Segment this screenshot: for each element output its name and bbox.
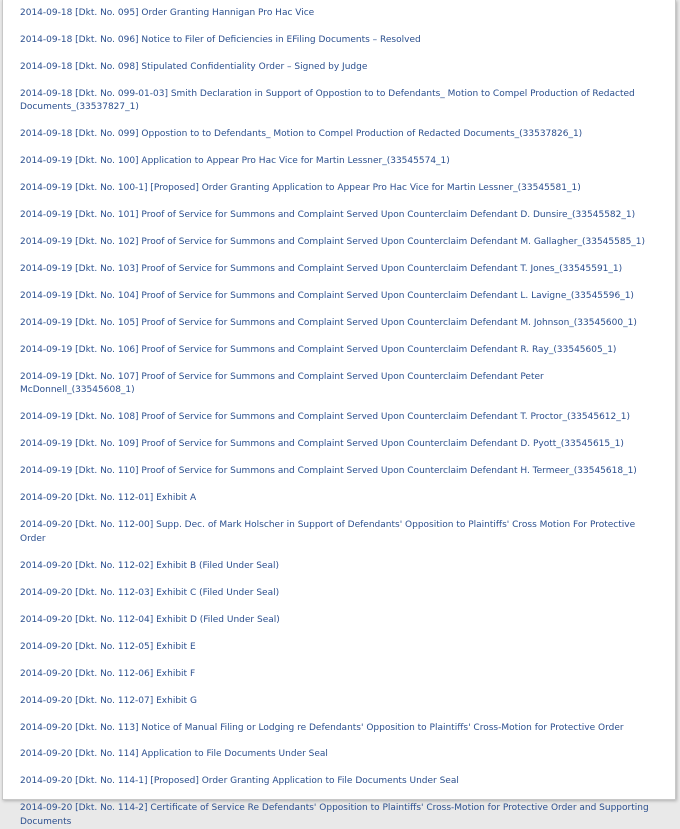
docket-entry-link[interactable]: 2014-09-20 [Dkt. No. 112-04] Exhibit D (Filed Under Seal) xyxy=(20,614,280,625)
docket-entry-link[interactable]: 2014-09-19 [Dkt. No. 102] Proof of Service for Summons and Complaint Served Upon Counterclaim Defendant M. Gallagher_(33545585_1) xyxy=(20,237,646,248)
docket-entry xyxy=(20,7,675,20)
docket-entry-link[interactable]: 2014-09-19 [Dkt. No. 110] Proof of Service for Summons and Complaint Served Upon Counterclaim Defendant H. Termeer_(33545618_1) xyxy=(20,466,637,477)
docket-entry-link[interactable]: 2014-09-20 [Dkt. No. 114-1] [Proposed] Order Granting Application to File Documents Under Seal xyxy=(20,776,459,787)
docket-entry xyxy=(20,128,675,141)
docket-entry xyxy=(20,438,675,451)
docket-entry xyxy=(20,317,675,330)
docket-entry xyxy=(20,695,675,708)
docket-entry-link[interactable]: 2014-09-19 [Dkt. No. 101] Proof of Service for Summons and Complaint Served Upon Counterclaim Defendant D. Dunsire_(33545582_1) xyxy=(20,210,636,221)
docket-entry xyxy=(20,668,675,681)
docket-entry-link[interactable]: 2014-09-20 [Dkt. No. 114-2] Certificate of Service Re Defendants' Opposition to Plaintiffs' Cross-Motion for Protective Order and Supporting Documents xyxy=(20,803,649,827)
docket-entry xyxy=(20,587,675,600)
docket-entry-link[interactable]: 2014-09-19 [Dkt. No. 108] Proof of Service for Summons and Complaint Served Upon Counterclaim Defendant T. Proctor_(33545612_1) xyxy=(20,412,631,423)
docket-entry xyxy=(20,88,675,115)
docket-entry-link[interactable]: 2014-09-18 [Dkt. No. 099-01-03] Smith Declaration in Support of Oppostion to to Defendants_ Motion to Compel Production of Redacted Documents_(33537827_1) xyxy=(20,88,635,113)
docket-entry xyxy=(20,641,675,654)
docket-entry xyxy=(20,155,675,168)
docket-entry xyxy=(20,344,675,357)
docket-entry xyxy=(20,614,675,627)
docket-entry-link[interactable]: 2014-09-20 [Dkt. No. 112-02] Exhibit B (Filed Under Seal) xyxy=(20,560,280,571)
docket-entry-link[interactable]: 2014-09-20 [Dkt. No. 112-00] Supp. Dec. of Mark Holscher in Support of Defendants' Opposition to Plaintiffs' Cross Motion For Protective Order xyxy=(20,520,636,544)
docket-entry-link[interactable]: 2014-09-19 [Dkt. No. 109] Proof of Service for Summons and Complaint Served Upon Counterclaim Defendant D. Pyott_(33545615_1) xyxy=(20,439,624,450)
docket-entry xyxy=(20,722,675,735)
docket-entry xyxy=(20,748,675,761)
docket-entry-link[interactable]: 2014-09-18 [Dkt. No. 098] Stipulated Confidentiality Order – Signed by Judge xyxy=(20,61,368,72)
docket-entry-link[interactable]: 2014-09-19 [Dkt. No. 107] Proof of Service for Summons and Complaint Served Upon Counterclaim Defendant Peter McDonnell_(33545608_1) xyxy=(20,372,544,396)
docket-entry xyxy=(20,411,675,424)
docket-entry-link[interactable]: 2014-09-19 [Dkt. No. 100-1] [Proposed] Order Granting Application to Appear Pro Hac Vice for Martin Lessner_(33545581_1) xyxy=(20,183,581,194)
docket-entry xyxy=(20,182,675,195)
docket-entry-link[interactable]: 2014-09-20 [Dkt. No. 113] Notice of Manual Filing or Lodging re Defendants' Opposition to Plaintiffs' Cross-Motion for Protective Order xyxy=(20,722,624,733)
docket-entry xyxy=(20,560,675,573)
docket-entry xyxy=(20,290,675,303)
docket-entry-link[interactable]: 2014-09-19 [Dkt. No. 100] Application to Appear Pro Hac Vice for Martin Lessner_(33545574_1) xyxy=(20,156,450,167)
docket-entry xyxy=(20,209,675,222)
docket-entry-link[interactable]: 2014-09-20 [Dkt. No. 112-07] Exhibit G xyxy=(20,695,197,706)
docket-entry xyxy=(20,492,675,505)
docket-entry-link[interactable]: 2014-09-18 [Dkt. No. 095] Order Granting Hannigan Pro Hac Vice xyxy=(20,8,315,18)
docket-entry-link[interactable]: 2014-09-20 [Dkt. No. 112-03] Exhibit C (Filed Under Seal) xyxy=(20,587,280,598)
docket-entry-link[interactable]: 2014-09-18 [Dkt. No. 096] Notice to Filer of Deficiencies in EFiling Documents – Resolved xyxy=(20,34,421,45)
docket-entry xyxy=(20,802,675,829)
docket-entry-link[interactable]: 2014-09-19 [Dkt. No. 106] Proof of Service for Summons and Complaint Served Upon Counterclaim Defendant R. Ray_(33545605_1) xyxy=(20,345,617,356)
docket-entry xyxy=(20,519,675,546)
docket-entry-link[interactable]: 2014-09-19 [Dkt. No. 103] Proof of Service for Summons and Complaint Served Upon Counterclaim Defendant T. Jones_(33545591_1) xyxy=(20,264,623,275)
docket-entry-link[interactable]: 2014-09-20 [Dkt. No. 112-01] Exhibit A xyxy=(20,493,197,504)
docket-entry xyxy=(20,263,675,276)
docket-entry-link[interactable]: 2014-09-20 [Dkt. No. 114] Application to File Documents Under Seal xyxy=(20,749,328,760)
docket-entry xyxy=(20,371,675,398)
docket-entry-link[interactable]: 2014-09-18 [Dkt. No. 099] Oppostion to to Defendants_ Motion to Compel Production of Redacted Documents_(33537826_1) xyxy=(20,129,583,140)
docket-entry-link[interactable]: 2014-09-20 [Dkt. No. 112-05] Exhibit E xyxy=(20,641,196,652)
docket-entry xyxy=(20,236,675,249)
docket-entry xyxy=(20,465,675,478)
docket-entry-link[interactable]: 2014-09-20 [Dkt. No. 112-06] Exhibit F xyxy=(20,668,196,679)
docket-entry xyxy=(20,34,675,47)
docket-panel xyxy=(2,0,676,827)
docket-entry xyxy=(20,775,675,788)
docket-entry xyxy=(20,61,675,74)
docket-entry-link[interactable]: 2014-09-19 [Dkt. No. 104] Proof of Service for Summons and Complaint Served Upon Counterclaim Defendant L. Lavigne_(33545596_1) xyxy=(20,291,634,302)
docket-list xyxy=(3,0,675,829)
docket-entry-link[interactable]: 2014-09-19 [Dkt. No. 105] Proof of Service for Summons and Complaint Served Upon Counterclaim Defendant M. Johnson_(33545600_1) xyxy=(20,318,637,329)
